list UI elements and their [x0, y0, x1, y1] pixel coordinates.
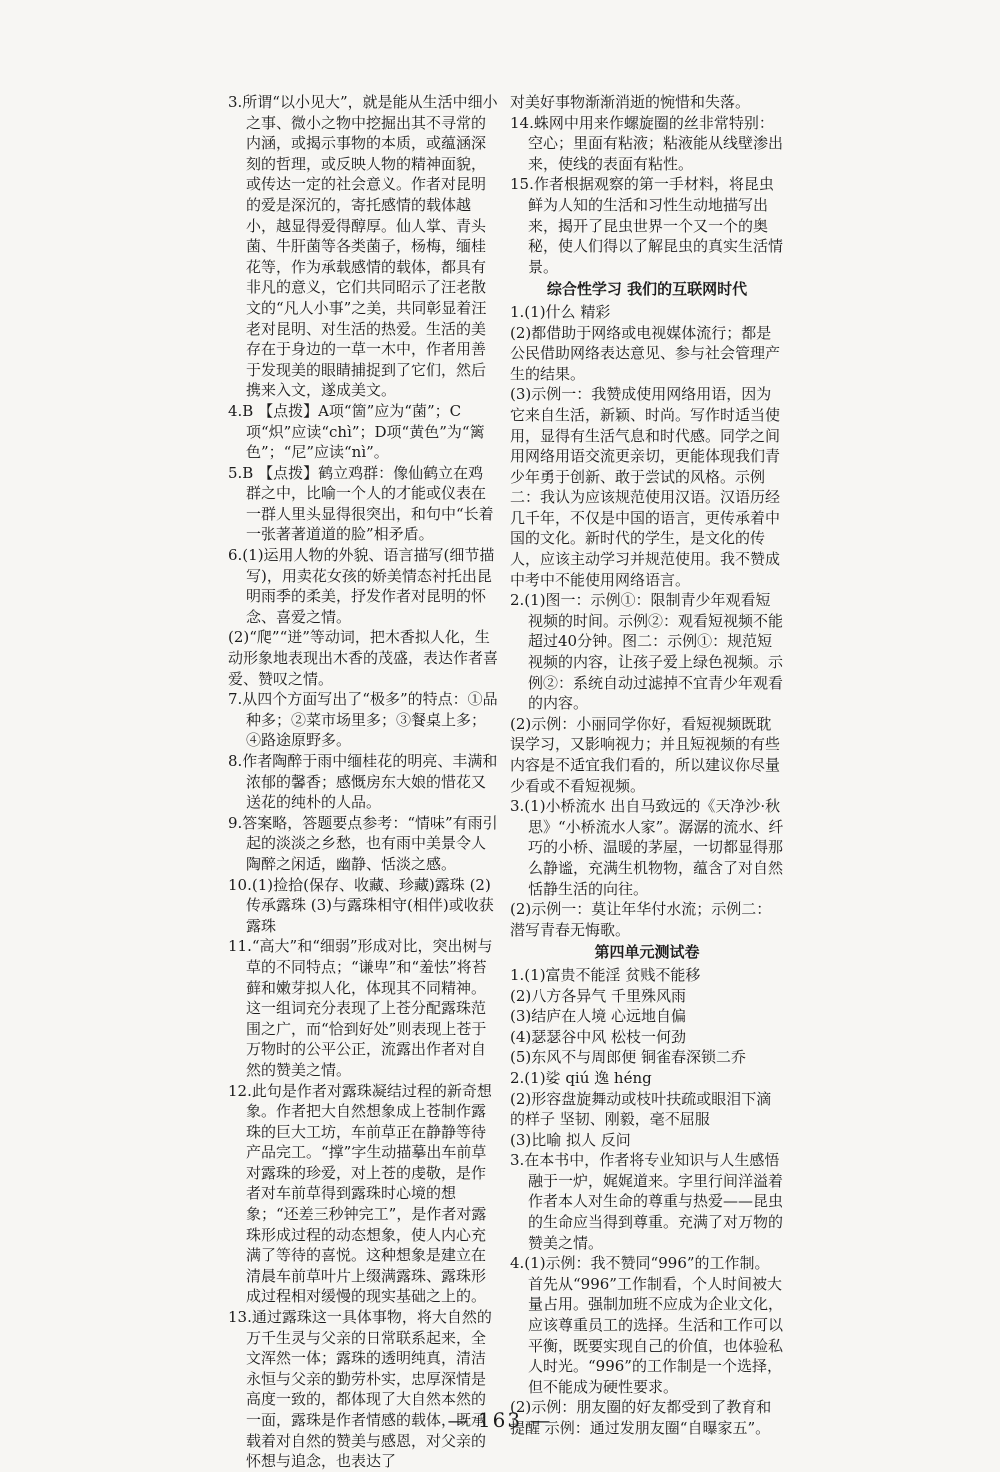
answer-paragraph: (5)东风不与周郎便 铜雀春深锁二乔: [510, 1048, 747, 1067]
answer-paragraph: (2)示例：小丽同学你好，看短视频既耽误学习，又影响视力；并且短视频的有些内容是不适宜我们看的，所以建议你尽量少看或不看短视频。: [510, 714, 781, 795]
answer-paragraph: (3)示例一：我赞成使用网络用语，因为它来自生活，新颖、时尚。写作时适当使用，显得有生活气息和时代感。同学之间用网络用语交流更亲切，更能体现我们青少年勇于创新、敢于尝试的风格。示例二：我认为应该规范使用汉语。汉语历经几千年，不仅是中国的语言，更传承着中国的文化。新时代的学生，是文化的传人，应该主动学习并规范使用。我不赞成中考中不能使用网络语言。: [510, 385, 781, 589]
answer-paragraph: 11.“高大”和“细弱”形成对比，突出树与草的不同特点；“谦卑”和“羞怯”将苔藓和嫩芽拟人化，体现其不同精神。这一组词充分表现了上苍分配露珠范围之广，而“恰到好处”则表现上苍于万物时的公平公正，流露出作者对自然的赞美之情。: [228, 937, 493, 1079]
answer-paragraph: 10.(1)捡拾(保存、收藏、珍藏)露珠 (2)传承露珠 (3)与露珠相守(相伴)或收获露珠: [228, 875, 494, 935]
right-column-top: [510, 92, 784, 277]
answer-paragraph: 2.(1)图一：示例①：限制青少年观看短视频的时间。示例②：观看短视频不能超过40分钟。图二：示例①：规范短视频的内容，让孩子爱上绿色视频。示例②：系统自动过滤掉不宜青少年观看的内容。: [510, 591, 784, 713]
answer-paragraph: 1.(1)什么 精彩: [510, 302, 611, 321]
right-column-bottom: [510, 965, 784, 1439]
answer-paragraph: 3.(1)小桥流水 出自马致远的《天净沙·秋思》“小桥流水人家”。潺潺的流水、纤巧的小桥、温暖的茅屋，一切都显得那么静谧，充满生机物物，蕴含了对自然恬静生活的向往。: [510, 797, 784, 898]
answer-paragraph: (4)瑟瑟谷中风 松枝一何劲: [510, 1027, 687, 1046]
page-number: — 163 —: [447, 1408, 553, 1432]
left-column: [228, 92, 498, 1472]
answer-paragraph: (3)结庐在人境 心远地自偏: [510, 1007, 687, 1026]
right-column-mid: [510, 302, 784, 940]
answer-paragraph: (3)比喻 拟人 反问: [510, 1130, 631, 1149]
answer-paragraph: 8.作者陶醉于雨中缅桂花的明亮、丰满和浓郁的馨香；感慨房东大娘的惜花又送花的纯朴的人品。: [228, 752, 498, 812]
answer-paragraph: 5.B 【点拨】鹤立鸡群：像仙鹤立在鸡群之中，比喻一个人的才能或仪表在一群人里头显得很突出，和句中“长着一张著著道道的脸”相矛盾。: [228, 463, 494, 544]
answer-paragraph: 13.通过露珠这一具体事物，将大自然的万千生灵与父亲的日常联系起来，全文浑然一体；露珠的透明纯真，清洁永恒与父亲的勤劳朴实，忠厚深情是高度一致的，都体现了大自然本然的一面，露珠是作者情感的载体，既承载着对自然的赞美与感恩，对父亲的怀想与追念，也表达了: [228, 1308, 492, 1471]
answer-paragraph: 3.在本书中，作者将专业知识与人生感悟融于一炉，娓娓道来。字里行间洋溢着作者本人对生命的尊重与热爱——昆虫的生命应当得到尊重。充满了对万物的赞美之情。: [510, 1151, 784, 1252]
answer-paragraph: 4.(1)示例：我不赞同“996”的工作制。首先从“996”工作制看，个人时间被大量占用。强制加班不应成为企业文化，应该尊重员工的选择。生活和工作可以平衡，既要实现自己的价值，也体验私人时光。“996”的工作制是一个选择，但不能成为硬性要求。: [510, 1254, 784, 1396]
answer-paragraph: 3.所谓“以小见大”，就是能从生活中细小之事、微小之物中挖掘出其不寻常的内涵，或揭示事物的本质，或蕴涵深刻的哲理，或反映人物的精神面貌，或传达一定的社会意义。作者对昆明的爱是深沉的，寄托感情的载体越小，越显得爱得醇厚。仙人掌、青头菌、牛肝菌等各类菌子，杨梅，缅桂花等，作为承载感情的载体，都具有非凡的意义，它们共同昭示了汪老散文的“凡人小事”之美，共同彰显着汪老对昆明、对生活的热爱。生活的美存在于身边的一草一木中，作者用善于发现美的眼睛捕捉到了它们，然后携来入文，遂成美文。: [228, 93, 498, 400]
answer-paragraph: (2)都借助于网络或电视媒体流行；都是公民借助网络表达意见、参与社会管理产生的结果。: [510, 323, 781, 383]
answer-paragraph: 7.从四个方面写出了“极多”的特点：①品种多；②菜市场里多；③餐桌上多；④路途原野多。: [228, 690, 498, 750]
answer-paragraph: 2.(1)娑 qiú 逸 héng: [510, 1068, 652, 1087]
answer-paragraph: 12.此句是作者对露珠凝结过程的新奇想象。作者把大自然想象成上苍制作露珠的巨大工坊，车前草正在静静等待产品完工。“撑”字生动描摹出车前草对露珠的珍爱，对上苍的虔敬，是作者对车前草得到露珠时心境的想象；“还差三秒钟完工”，是作者对露珠形成过程的动态想象，使人内心充满了等待的喜悦。这种想象是建立在清晨车前草叶片上缀满露珠、露珠形成过程相对缓慢的现实基础之上的。: [228, 1081, 492, 1306]
section-heading-unit-test: 第四单元测试卷: [594, 943, 700, 962]
watermark-logo: [815, 1388, 985, 1466]
answer-paragraph: (2)示例：朋友圈的好友都受到了教育和提醒 示例：通过发朋友圈“自曝家五”。: [510, 1398, 772, 1437]
answer-paragraph: 9.答案略，答题要点参考：“情味”有雨引起的淡淡之乡愁，也有雨中美景令人陶醉之闲适，幽静、恬淡之感。: [228, 813, 498, 873]
answer-paragraph: 4.B 【点拨】A项“箇”应为“菌”；C项“炽”应读“chì”；D项“黄色”为“篱色”；“尼”应读“nì”。: [228, 401, 485, 462]
answer-paragraph: (2)示例一：莫让年华付水流；示例二：潜写青春无悔歌。: [510, 900, 772, 939]
answer-paragraph: 14.蛛网中用来作螺旋圈的丝非常特别：空心；里面有粘液；粘液能从线壁渗出来，使线的表面有粘性。: [510, 113, 784, 173]
answer-paragraph: 对美好事物渐渐消逝的惋惜和失落。: [510, 93, 751, 111]
answer-paragraph: 1.(1)富贵不能淫 贫贱不能移: [510, 965, 701, 984]
answer-paragraph: 15.作者根据观察的第一手材料，将昆虫鲜为人知的生活和习性生动地描写出来，揭开了昆虫世界一个又一个的奥秘，使人们得以了解昆虫的真实生活情景。: [510, 175, 784, 276]
section-heading-internet: 综合性学习 我们的互联网时代: [546, 280, 748, 299]
right-column: [510, 92, 784, 1439]
answer-paragraph: 6.(1)运用人物的外貌、语言描写(细节描写)，用卖花女孩的娇美情态衬托出昆明雨季的柔美，抒发作者对昆明的怀念、喜爱之情。: [228, 546, 495, 626]
answer-paragraph: (2)八方各异气 千里殊风雨: [510, 986, 687, 1005]
answer-paragraph: (2)“爬”“迸”等动词，把木香拟人化，生动形象地表现出木香的茂盛，表达作者喜爱、赞叹之情。: [228, 628, 499, 688]
answer-paragraph: (2)形容盘旋舞动或枝叶扶疏或眼泪下滴的样子 坚韧、刚毅，毫不屈服: [510, 1089, 772, 1129]
